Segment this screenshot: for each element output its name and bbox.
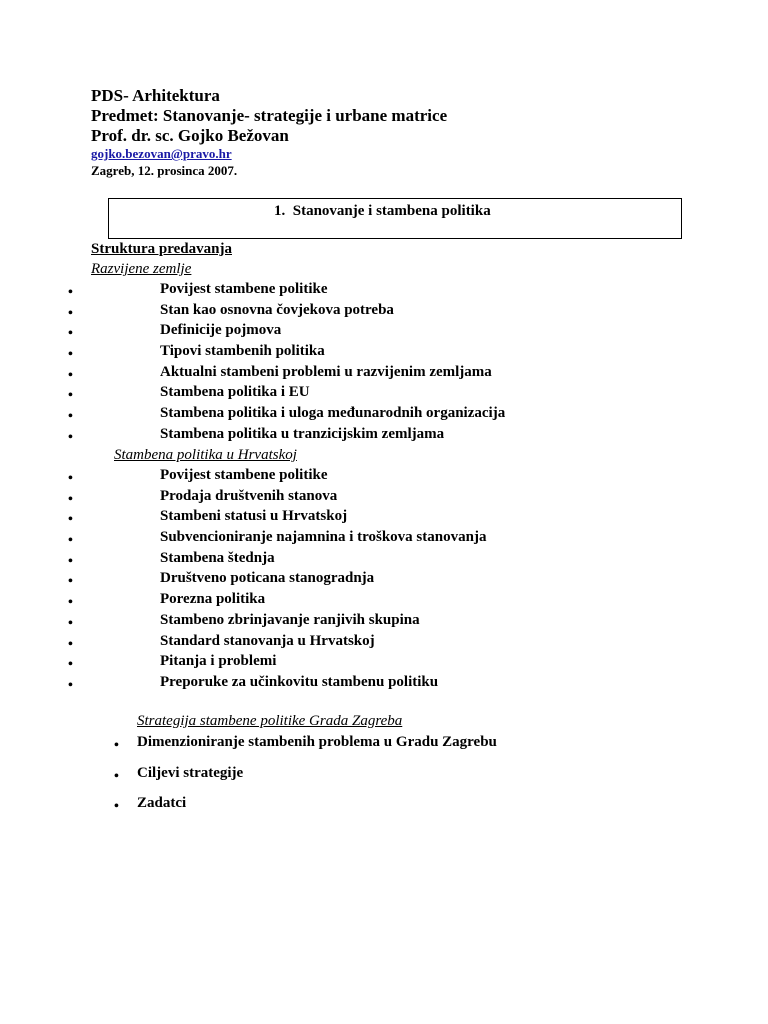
list-item-label: Prodaja društvenih stanova — [160, 487, 338, 504]
bullet-icon: • — [68, 677, 73, 693]
bullet-icon: • — [68, 285, 73, 300]
professor-line: Prof. dr. sc. Gojko Bežovan — [91, 126, 289, 145]
bullet-icon: • — [68, 305, 73, 321]
list-item-label: Stambena politika i uloga međunarodnih organizacija — [160, 405, 506, 422]
bullet-icon: • — [68, 409, 73, 425]
bullet-icon: • — [68, 636, 73, 652]
bullet-icon: • — [68, 657, 73, 673]
bullet-icon: • — [68, 491, 73, 507]
list-item-label: Stambeno zbrinjavanje ranjivih skupina — [160, 611, 420, 628]
title-box — [108, 198, 682, 239]
section-heading-croatia: Stambena politika u Hrvatskoj — [114, 447, 297, 463]
list-item-label: Zadatci — [137, 795, 187, 811]
list-item-label: Stan kao osnovna čovjekova potreba — [160, 301, 394, 318]
bullet-icon: • — [114, 768, 119, 784]
list-item-label: Preporuke za učinkovitu stambenu politiku — [160, 673, 439, 690]
bullet-icon: • — [68, 615, 73, 631]
title-box-text — [274, 203, 491, 220]
bullet-icon: • — [68, 367, 73, 383]
section-heading-developed-countries: Razvijene zemlje — [91, 261, 192, 277]
bullet-icon: • — [68, 553, 73, 569]
bullet-icon: • — [68, 347, 73, 363]
list-item-label: Povijest stambene politike — [160, 281, 328, 297]
bullet-icon: • — [68, 595, 73, 611]
subject-line: Predmet: Stanovanje- strategije i urbane matrice — [91, 106, 448, 125]
bullet-icon: • — [68, 388, 73, 404]
list-item-label: Aktualni stambeni problemi u razvijenim zemljama — [160, 363, 492, 380]
list-item-label: Stambena politika i EU — [160, 384, 310, 401]
date-line: Zagreb, 12. prosinca 2007. — [91, 163, 238, 178]
list-item-label: Ciljevi strategije — [137, 764, 244, 781]
email-link[interactable]: gojko.bezovan@pravo.hr — [91, 146, 232, 161]
list-item-label: Definicije pojmova — [160, 322, 282, 339]
title-number: 1. — [274, 203, 286, 219]
document-header — [91, 86, 447, 180]
course-line: PDS- Arhitektura — [91, 86, 220, 105]
list-item-label: Dimenzioniranje stambenih problema u Gradu Zagrebu — [137, 734, 497, 750]
bullet-icon: • — [68, 574, 73, 590]
bullet-icon: • — [68, 512, 73, 528]
list-item-label: Povijest stambene politike — [160, 467, 328, 483]
section-heading-zagreb-strategy: Strategija stambene politike Grada Zagreba — [137, 713, 403, 729]
bullet-icon: • — [114, 799, 119, 814]
list-item-label: Stambeni statusi u Hrvatskoj — [160, 508, 348, 525]
list-item-label: Stambena politika u tranzicijskim zemljama — [160, 425, 445, 442]
list-item-label: Porezna politika — [160, 591, 266, 608]
bullet-icon: • — [68, 326, 73, 342]
list-item-label: Stambena štednja — [160, 549, 275, 566]
list-item-label: Standard stanovanja u Hrvatskoj — [160, 632, 375, 649]
list-item-label: Pitanja i problemi — [160, 653, 277, 670]
bullet-icon: • — [68, 533, 73, 549]
bullet-icon: • — [68, 471, 73, 486]
structure-heading: Struktura predavanja — [91, 241, 232, 257]
bullet-icon: • — [68, 429, 73, 445]
list-item-label: Tipovi stambenih politika — [160, 343, 325, 360]
bullet-icon: • — [114, 738, 119, 753]
title-text: Stanovanje i stambena politika — [292, 203, 491, 219]
list-item-label: Subvencioniranje najamnina i troškova stanovanja — [160, 529, 487, 546]
list-item-label: Društveno poticana stanogradnja — [160, 570, 375, 587]
